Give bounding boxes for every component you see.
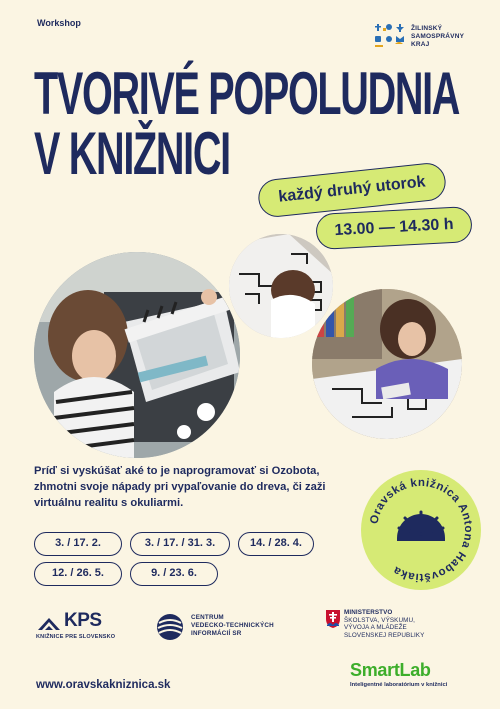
workshop-description: Príď si vyskúšať aké to je naprogramovať si Ozobota, zhmotni svoje nápady pri vypaľovanie do dreva, či zaži virtuálnu realitu s okuliarmi. (34, 465, 326, 509)
title-line-1: TVORIVÉ POPOLUDNIA (34, 60, 460, 127)
ministry-line: SLOVENSKEJ REPUBLIKY (344, 631, 425, 639)
photo-child-drawing-paths (229, 234, 333, 338)
ministry-line: VÝVOJA A MLÁDEŽE (344, 624, 407, 631)
workshop-tag: Workshop (37, 18, 81, 28)
slovak-coat-of-arms-icon (326, 610, 340, 628)
date-pill-june: 9. / 23. 6. (130, 562, 218, 586)
cvti-globe-icon (155, 612, 185, 642)
book-stack-icon (36, 612, 62, 632)
date-pill-february: 3. / 17. 2. (34, 532, 122, 556)
photo-icon (312, 289, 462, 439)
ministry-line: MINISTERSTVO (344, 609, 393, 616)
smartlab-subtitle: Inteligentné laboratórium v knižnici (350, 682, 448, 688)
cvti-line: VEDECKO-TECHNICKÝCH (191, 622, 274, 629)
photo-girls-ozobot-map (312, 289, 462, 439)
cvti-logo (155, 612, 295, 642)
kps-subtitle: KNIŽNICE PRE SLOVENSKO (36, 634, 116, 640)
smartlab-name: SmartLab (350, 660, 431, 680)
date-pill-march: 3. / 17. / 31. 3. (130, 532, 230, 556)
badge-circular-text: Oravská knižnica Antona Habovštiaka (368, 476, 475, 584)
photo-child-laser-cutter (34, 252, 240, 458)
zilina-region-logo (375, 22, 475, 58)
ministry-line: ŠKOLSTVA, VÝSKUMU, (344, 616, 415, 624)
zilina-region-crest-icons (375, 22, 409, 54)
smartlab-logo (350, 660, 476, 696)
schedule-day-pill: každý druhý utorok (257, 161, 448, 218)
region-logo-line: KRAJ (411, 41, 430, 48)
photo-icon (34, 252, 240, 458)
website-link[interactable]: www.oravskakniznica.sk (36, 679, 171, 691)
library-badge-svg (359, 468, 483, 592)
cvti-line: CENTRUM (191, 614, 224, 621)
date-pill-may: 12. / 26. 5. (34, 562, 122, 586)
cvti-line: INFORMÁCIÍ SR (191, 630, 242, 637)
date-pill-april: 14. / 28. 4. (238, 532, 314, 556)
library-badge (359, 468, 483, 592)
page-title (34, 60, 460, 187)
kps-name: KPS (64, 610, 102, 631)
schedule-time-pill: 13.00 — 14.30 h (315, 206, 473, 250)
photo-icon (229, 234, 333, 338)
region-logo-line: ŽILINSKÝ (411, 25, 443, 32)
kps-logo (36, 610, 126, 646)
ministry-logo (326, 608, 476, 644)
region-logo-line: SAMOSPRÁVNY (411, 33, 465, 40)
title-line-2: V KNIŽNICI (34, 120, 230, 187)
